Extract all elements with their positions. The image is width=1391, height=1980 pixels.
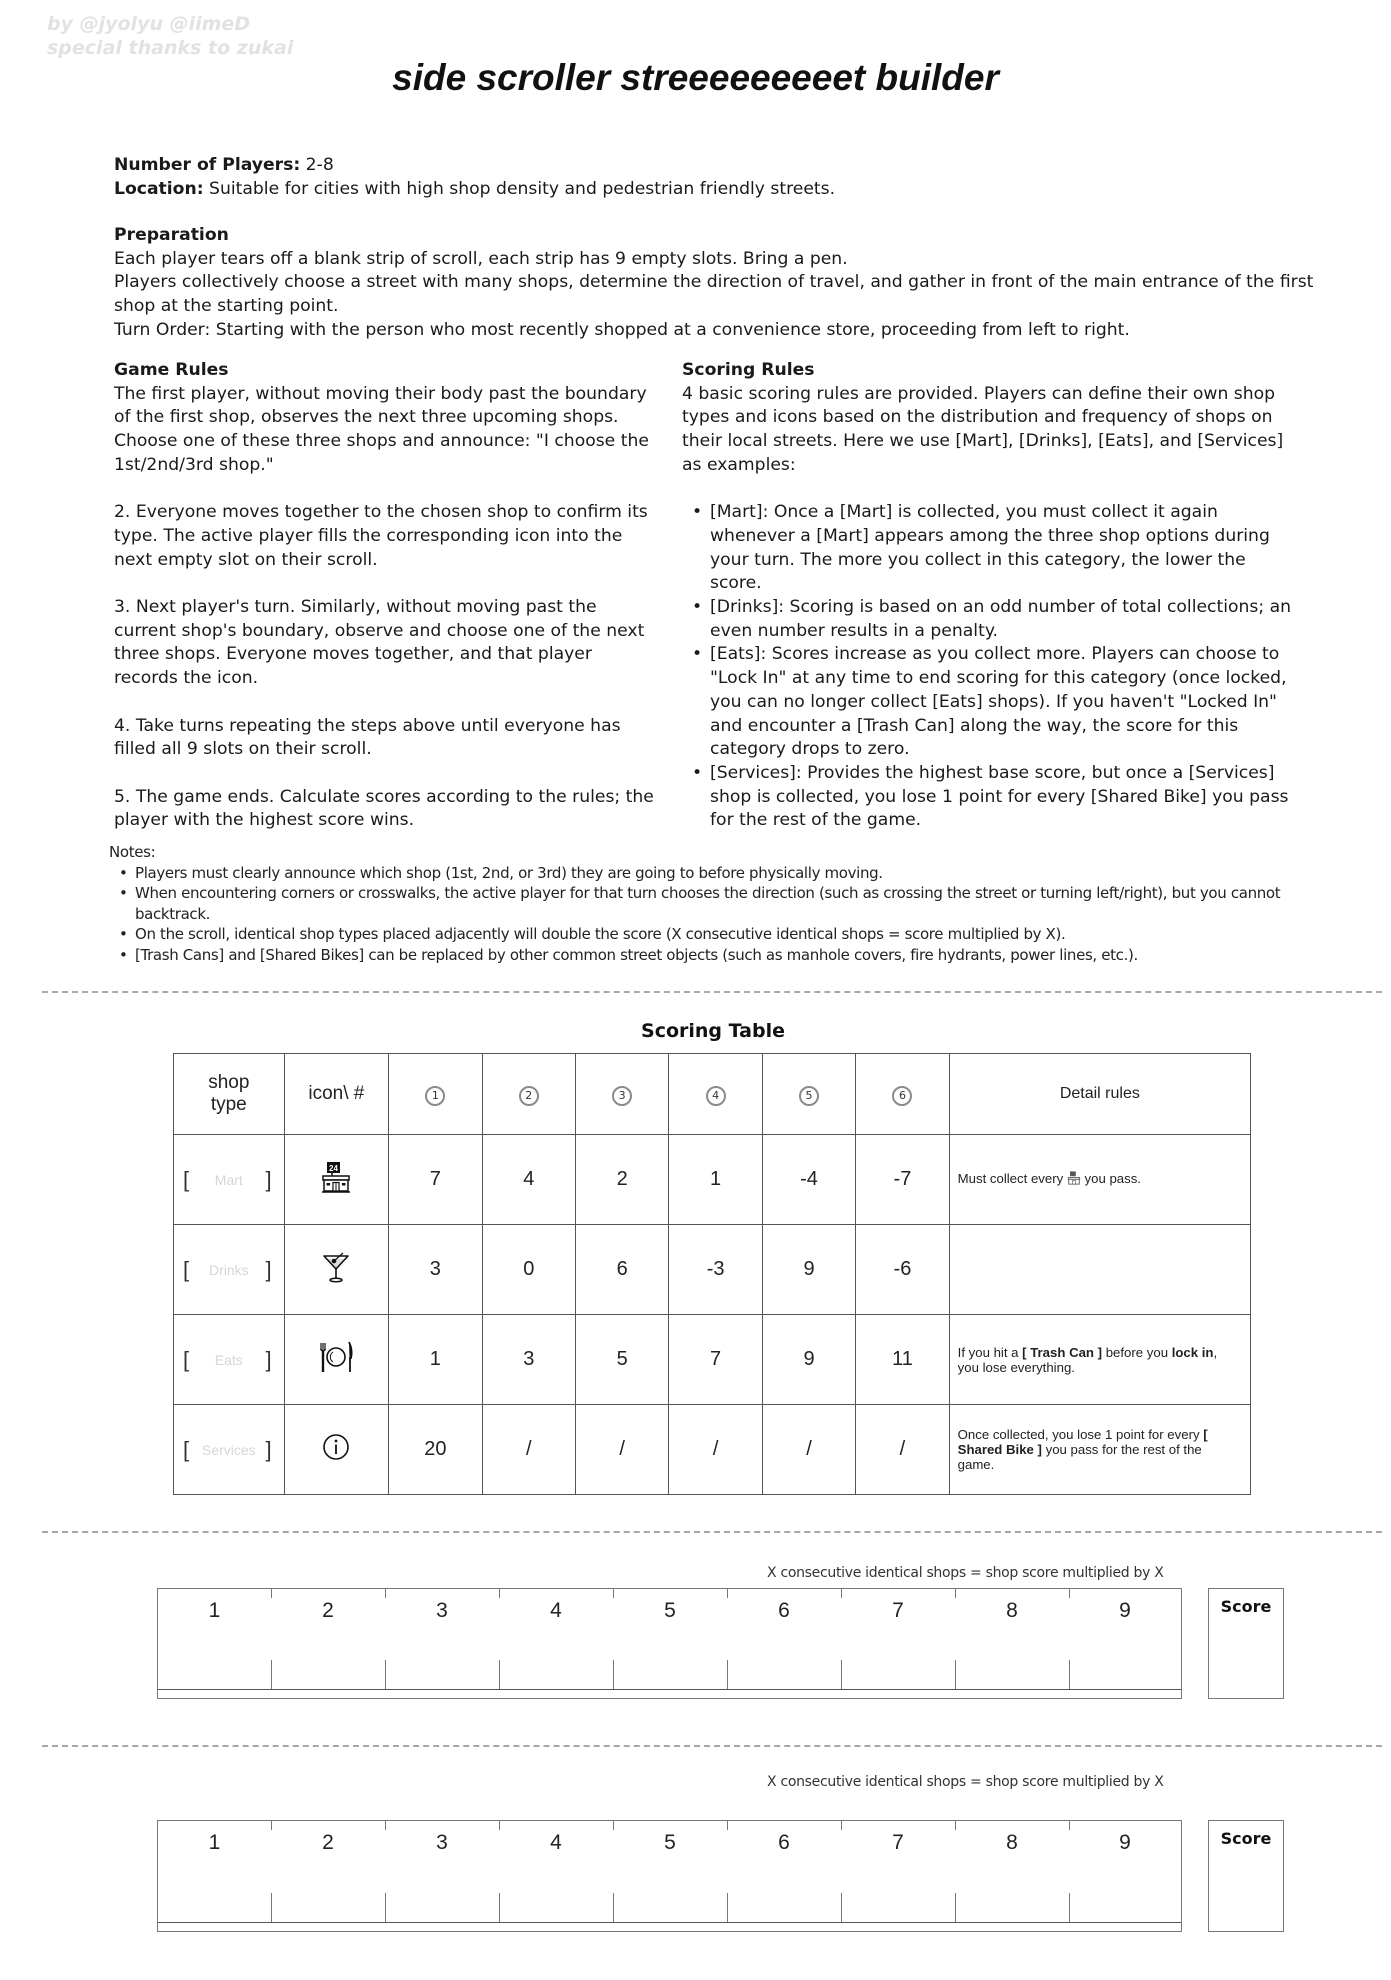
shop-type-services	[174, 1405, 285, 1495]
score-cell: 4	[482, 1135, 575, 1225]
credits-authors: by @jyolyu @iimeD	[47, 13, 251, 35]
game-rules-section	[114, 359, 654, 857]
header-count-6	[856, 1054, 949, 1135]
note-item: • Players must clearly announce which shop (1st, 2nd, or 3rd) they are going to before physically moving.	[135, 863, 1339, 884]
scroll-slot[interactable]	[955, 1589, 1069, 1698]
header-icon: icon\ #	[284, 1054, 389, 1135]
circled-number: 5	[799, 1086, 819, 1106]
scroll-slot[interactable]	[1069, 1589, 1181, 1698]
score-cell: -7	[856, 1135, 949, 1225]
score-cell: -6	[856, 1225, 949, 1315]
players-value: 2-8	[300, 155, 334, 175]
shop-type-mart	[174, 1135, 285, 1225]
score-cell: /	[762, 1405, 855, 1495]
bracket-open: [	[183, 1256, 190, 1282]
bracket-close: ]	[265, 1256, 272, 1282]
slot-divider	[727, 1821, 728, 1830]
scroll-slot[interactable]	[613, 1821, 727, 1931]
score-cell: /	[856, 1405, 949, 1495]
header-shop-type-label: shop type	[208, 1072, 250, 1115]
preparation-line: Turn Order: Starting with the person who most recently shopped at a convenience store, proceeding from left to right.	[114, 319, 1130, 340]
slot-divider	[727, 1589, 728, 1598]
cut-line	[42, 991, 1382, 993]
preparation-section	[114, 224, 1314, 343]
bracket-open: [	[183, 1166, 190, 1192]
svg-text:24: 24	[329, 1163, 339, 1173]
score-box-2[interactable]	[1208, 1820, 1284, 1932]
slot-divider	[271, 1893, 272, 1923]
bracket-open: [	[183, 1346, 190, 1372]
scroll-slot[interactable]	[271, 1821, 385, 1931]
slot-number: 1	[208, 1831, 221, 1854]
slot-number: 8	[1006, 1599, 1018, 1622]
slot-divider	[613, 1660, 614, 1690]
game-rule-step: 5. The game ends. Calculate scores according to the rules; the player with the highest score wins.	[114, 786, 654, 831]
shared-bike-term: [ Shared Bike ]	[957, 1427, 1208, 1457]
score-cell: 1	[669, 1135, 762, 1225]
game-rule-step: 2. Everyone moves together to the chosen shop to confirm its type. The active player fills the corresponding icon into the next empty slot on their scroll.	[114, 502, 648, 570]
slot-divider	[727, 1893, 728, 1923]
detail-rule-services	[949, 1405, 1250, 1495]
slot-divider	[385, 1660, 386, 1690]
slot-number: 8	[1006, 1831, 1018, 1854]
score-cell: 11	[856, 1315, 949, 1405]
scroll-slot[interactable]	[841, 1589, 955, 1698]
slot-divider	[955, 1660, 956, 1690]
location-label: Location:	[114, 178, 204, 199]
slot-divider	[499, 1589, 500, 1598]
scoring-table-header	[174, 1054, 1251, 1135]
score-cell: 9	[762, 1225, 855, 1315]
detail-text: Must collect every	[957, 1171, 1067, 1186]
players-line	[114, 154, 1314, 178]
detail-rule-mart	[949, 1135, 1250, 1225]
slot-divider	[499, 1660, 500, 1690]
scoring-rule-services: • [Services]: Provides the highest base score, but once a [Services] shop is collected, you lose 1 point for every [Shared Bike] you pass for the rest of the game.	[710, 762, 1302, 833]
score-cell: /	[575, 1405, 668, 1495]
score-cell: -3	[669, 1225, 762, 1315]
slot-number: 7	[892, 1831, 904, 1854]
slot-divider	[841, 1660, 842, 1690]
header-count-4	[669, 1054, 762, 1135]
slot-number: 1	[208, 1599, 221, 1622]
scroll-slot[interactable]	[385, 1821, 499, 1931]
slot-divider	[727, 1660, 728, 1690]
scoring-rule-eats: • [Eats]: Scores increase as you collect more. Players can choose to "Lock In" at any time to end scoring for this category (once locked, you can no longer collect [Eats] shops). If you haven't "Locked In" and encounter a [Trash Can] along the way, the score for this category drops to zero.	[710, 643, 1302, 762]
score-cell: /	[669, 1405, 762, 1495]
credits	[47, 12, 293, 60]
header-detail-rules: Detail rules	[949, 1054, 1250, 1135]
scroll-strip-1[interactable]	[157, 1588, 1182, 1699]
notes-list	[109, 863, 1339, 966]
header-shop-type	[174, 1054, 285, 1135]
game-rule-step: The first player, without moving their body past the boundary of the first shop, observes the next three upcoming shops. Choose one of these three shops and announce: "I choose the 1st/2nd/3rd shop."	[114, 383, 649, 475]
bracket-close: ]	[265, 1166, 272, 1192]
slot-number: 7	[892, 1599, 904, 1622]
scroll-slot[interactable]	[727, 1821, 841, 1931]
slot-divider	[499, 1821, 500, 1830]
game-rules-heading: Game Rules	[114, 360, 229, 380]
bracket-close: ]	[265, 1346, 272, 1372]
slot-divider	[271, 1660, 272, 1690]
slot-divider	[841, 1893, 842, 1923]
scoring-table	[173, 1053, 1251, 1495]
score-cell: 1	[389, 1315, 482, 1405]
scoring-rules-section	[682, 359, 1302, 833]
slot-divider	[841, 1589, 842, 1598]
notes-heading: Notes:	[109, 843, 156, 861]
game-rule-step: 3. Next player's turn. Similarly, without moving past the current shop's boundary, observe and choose one of the next three shops. Everyone moves together, and that player records the icon.	[114, 597, 645, 689]
slot-divider	[841, 1821, 842, 1830]
shop-type-label: Drinks	[208, 1262, 249, 1278]
slot-divider	[955, 1893, 956, 1923]
shop-type-label: Mart	[214, 1172, 243, 1188]
detail-text: before you	[1102, 1344, 1172, 1360]
circled-number: 4	[706, 1086, 726, 1106]
circled-number: 2	[519, 1086, 539, 1106]
bracket-open: [	[183, 1436, 190, 1462]
detail-rule-eats	[949, 1315, 1250, 1405]
score-cell: 0	[482, 1225, 575, 1315]
scoring-table-title: Scoring Table	[641, 1020, 785, 1042]
score-cell: /	[482, 1405, 575, 1495]
info-circle-icon	[284, 1405, 389, 1495]
slot-divider	[613, 1893, 614, 1923]
convenience-store-24h-icon	[284, 1135, 389, 1225]
score-cell: 3	[389, 1225, 482, 1315]
scroll-slot[interactable]	[613, 1589, 727, 1698]
slot-divider	[271, 1821, 272, 1830]
shop-type-eats	[174, 1315, 285, 1405]
slot-divider	[499, 1893, 500, 1923]
slot-divider	[1069, 1660, 1070, 1690]
strip-baseline	[158, 1689, 1181, 1690]
detail-text: , you lose everything.	[957, 1344, 1218, 1375]
slot-divider	[955, 1821, 956, 1830]
shop-type-label: Eats	[214, 1352, 243, 1368]
scroll-slot[interactable]	[385, 1589, 499, 1698]
slot-number: 5	[664, 1599, 676, 1622]
detail-text: Once collected, you lose 1 point for every	[957, 1427, 1204, 1442]
cut-line	[42, 1531, 1382, 1533]
location-line	[114, 178, 1314, 202]
score-cell: 7	[389, 1135, 482, 1225]
slot-divider	[271, 1589, 272, 1598]
credits-thanks: special thanks to zukai	[47, 37, 294, 59]
slot-number: 3	[436, 1599, 448, 1622]
slot-number: 6	[778, 1599, 790, 1622]
score-cell: 6	[575, 1225, 668, 1315]
strip-baseline	[158, 1922, 1181, 1923]
trash-can-term: [ Trash Can ]	[1022, 1344, 1103, 1360]
preparation-line: Players collectively choose a street with many shops, determine the direction of travel, and gather in front of the main entrance of the first shop at the starting point.	[114, 272, 1314, 317]
preparation-heading: Preparation	[114, 225, 229, 245]
slot-number: 2	[322, 1831, 334, 1854]
slot-divider	[1069, 1821, 1070, 1830]
scroll-slot[interactable]	[499, 1821, 613, 1931]
slot-number: 4	[550, 1599, 562, 1622]
scoring-rules-list	[682, 501, 1302, 833]
header-count-1	[389, 1054, 482, 1135]
score-cell: 20	[389, 1405, 482, 1495]
detail-text: If you hit a	[957, 1344, 1023, 1360]
detail-text: you pass.	[1080, 1171, 1141, 1186]
scroll-slot[interactable]	[271, 1589, 385, 1698]
table-row-drinks	[174, 1225, 1251, 1315]
score-box-1[interactable]	[1208, 1588, 1284, 1699]
header-count-5	[762, 1054, 855, 1135]
shop-type-drinks	[174, 1225, 285, 1315]
game-meta	[114, 154, 1314, 201]
slot-number: 4	[550, 1831, 562, 1854]
slot-number: 5	[664, 1831, 676, 1854]
multiplier-note: X consecutive identical shops = shop score multiplied by X	[767, 1774, 1164, 1790]
slot-divider	[1069, 1893, 1070, 1923]
circled-number: 3	[612, 1086, 632, 1106]
header-count-3	[575, 1054, 668, 1135]
page-title: side scroller streeeeeeeeet builder	[392, 57, 999, 98]
game-rule-step: 4. Take turns repeating the steps above until everyone has filled all 9 slots on their scroll.	[114, 715, 621, 760]
score-cell: 5	[575, 1315, 668, 1405]
preparation-line: Each player tears off a blank strip of scroll, each strip has 9 empty slots. Bring a pen.	[114, 248, 848, 269]
scroll-slot[interactable]	[955, 1821, 1069, 1931]
lock-in-term: lock in	[1171, 1344, 1214, 1360]
scoring-rule-drinks: • [Drinks]: Scoring is based on an odd number of total collections; an even number results in a penalty.	[710, 596, 1302, 643]
cut-line	[42, 1745, 1382, 1747]
slot-number: 3	[436, 1831, 448, 1854]
plate-fork-knife-icon	[284, 1315, 389, 1405]
convenience-store-24h-icon	[1067, 1171, 1081, 1188]
location-value: Suitable for cities with high shop density and pedestrian friendly streets.	[203, 178, 836, 199]
multiplier-note: X consecutive identical shops = shop score multiplied by X	[767, 1565, 1164, 1581]
detail-text: you pass for the rest of the game.	[957, 1442, 1202, 1472]
scroll-slot[interactable]	[1069, 1821, 1181, 1931]
table-row-mart	[174, 1135, 1251, 1225]
header-count-2	[482, 1054, 575, 1135]
score-label: Score	[1220, 1597, 1272, 1616]
scroll-slot[interactable]	[841, 1821, 955, 1931]
score-label: Score	[1220, 1829, 1272, 1848]
slot-number: 6	[778, 1831, 790, 1854]
bracket-close: ]	[265, 1436, 272, 1462]
circled-number: 1	[425, 1086, 445, 1106]
note-item: • On the scroll, identical shop types placed adjacently will double the score (X consecutive identical shops = score multiplied by X).	[135, 924, 1339, 945]
scoring-rules-heading: Scoring Rules	[682, 360, 815, 380]
score-cell: 7	[669, 1315, 762, 1405]
scoring-rule-mart: • [Mart]: Once a [Mart] is collected, you must collect it again whenever a [Mart] appears among the three shop options during your turn. The more you collect in this category, the lower the score.	[710, 501, 1302, 596]
slot-divider	[385, 1821, 386, 1830]
slot-divider	[613, 1821, 614, 1830]
scroll-strip-2[interactable]	[157, 1820, 1182, 1932]
scroll-slot[interactable]	[158, 1589, 271, 1698]
scroll-slot[interactable]	[158, 1821, 271, 1931]
scroll-slot[interactable]	[499, 1589, 613, 1698]
note-item: • When encountering corners or crosswalks, the active player for that turn chooses the direction (such as crossing the street or turning left/right), but you cannot backtrack.	[135, 883, 1339, 924]
slot-divider	[385, 1589, 386, 1598]
score-cell: 2	[575, 1135, 668, 1225]
score-cell: -4	[762, 1135, 855, 1225]
notes-section	[109, 842, 1339, 965]
slot-divider	[955, 1589, 956, 1598]
table-row-services	[174, 1405, 1251, 1495]
table-row-eats	[174, 1315, 1251, 1405]
circled-number: 6	[892, 1086, 912, 1106]
slot-number: 2	[322, 1599, 334, 1622]
cocktail-glass-icon	[284, 1225, 389, 1315]
score-cell: 3	[482, 1315, 575, 1405]
slot-number: 9	[1119, 1599, 1131, 1622]
note-item: • [Trash Cans] and [Shared Bikes] can be replaced by other common street objects (such as manhole covers, fire hydrants, power lines, etc.).	[135, 945, 1339, 966]
slot-divider	[613, 1589, 614, 1598]
players-label: Number of Players:	[114, 155, 301, 175]
scoring-rules-intro: 4 basic scoring rules are provided. Players can define their own shop types and icons based on the distribution and frequency of shops on their local streets. Here we use [Mart], [Drinks], [Eats], and [Services] as examples:	[682, 383, 1284, 475]
scroll-slot[interactable]	[727, 1589, 841, 1698]
slot-divider	[1069, 1589, 1070, 1598]
score-cell: 9	[762, 1315, 855, 1405]
slot-divider	[385, 1893, 386, 1923]
slot-number: 9	[1119, 1831, 1131, 1854]
detail-rule-drinks	[949, 1225, 1250, 1315]
shop-type-label: Services	[201, 1442, 256, 1458]
